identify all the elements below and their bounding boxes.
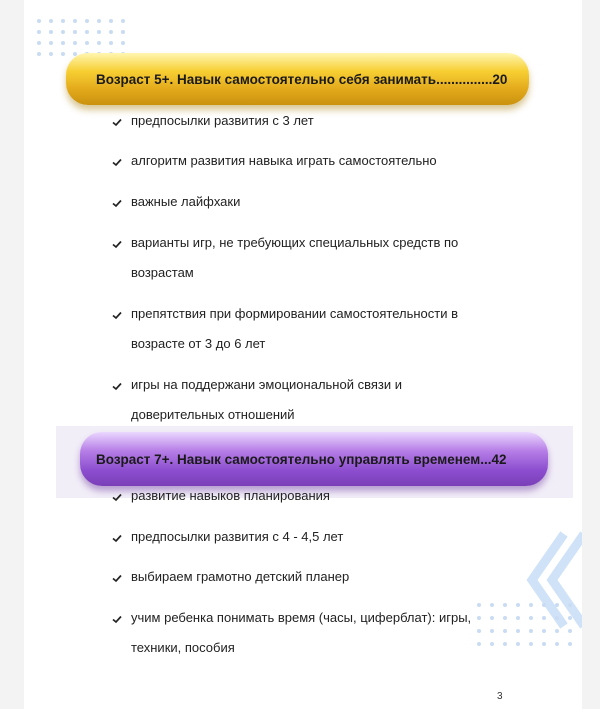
page-margin-left bbox=[0, 0, 24, 709]
checkmark-icon bbox=[111, 116, 123, 128]
list-item-text: выбираем грамотно детский планер bbox=[131, 569, 350, 584]
list-item-text-continued: доверительных отношений bbox=[131, 407, 295, 422]
checkmark-icon bbox=[111, 238, 123, 250]
dot-grid-bottom-right bbox=[476, 602, 576, 652]
page-number: 3 bbox=[497, 691, 503, 702]
list-item-text-continued: техники, пособия bbox=[131, 640, 235, 655]
page-margin-right bbox=[582, 0, 600, 709]
checkmark-icon bbox=[111, 572, 123, 584]
section-banner-age-5 bbox=[66, 53, 529, 105]
list-item-text: алгоритм развития навыка играть самостоятельно bbox=[131, 153, 437, 168]
checkmark-icon bbox=[111, 309, 123, 321]
list-item-text-continued: возрастам bbox=[131, 265, 194, 280]
checkmark-icon bbox=[111, 380, 123, 392]
list-item-text-continued: возрасте от 3 до 6 лет bbox=[131, 336, 266, 351]
checkmark-icon bbox=[111, 197, 123, 209]
list-item-text: развитие навыков планирования bbox=[131, 488, 330, 503]
checkmark-icon bbox=[111, 613, 123, 625]
checkmark-icon bbox=[111, 532, 123, 544]
checkmark-icon bbox=[111, 491, 123, 503]
section-banner-age-7 bbox=[80, 432, 548, 486]
list-item-text: учим ребенка понимать время (часы, циферблат): игры, bbox=[131, 610, 472, 625]
checkmark-icon bbox=[111, 156, 123, 168]
list-item-text: важные лайфхаки bbox=[131, 194, 241, 209]
section-title: Возраст 5+. Навык самостоятельно себя занимать...............20 bbox=[96, 71, 508, 87]
list-item-text: препятствия при формировании самостоятельности в bbox=[131, 306, 459, 321]
list-item-text: варианты игр, не требующих специальных средств по bbox=[131, 235, 459, 250]
list-item-text: предпосылки развития с 3 лет bbox=[131, 113, 314, 128]
section-title: Возраст 7+. Навык самостоятельно управлять временем...42 bbox=[96, 451, 507, 467]
list-item-text: предпосылки развития с 4 - 4,5 лет bbox=[131, 529, 344, 544]
list-item-text: игры на поддержани эмоциональной связи и bbox=[131, 377, 402, 392]
